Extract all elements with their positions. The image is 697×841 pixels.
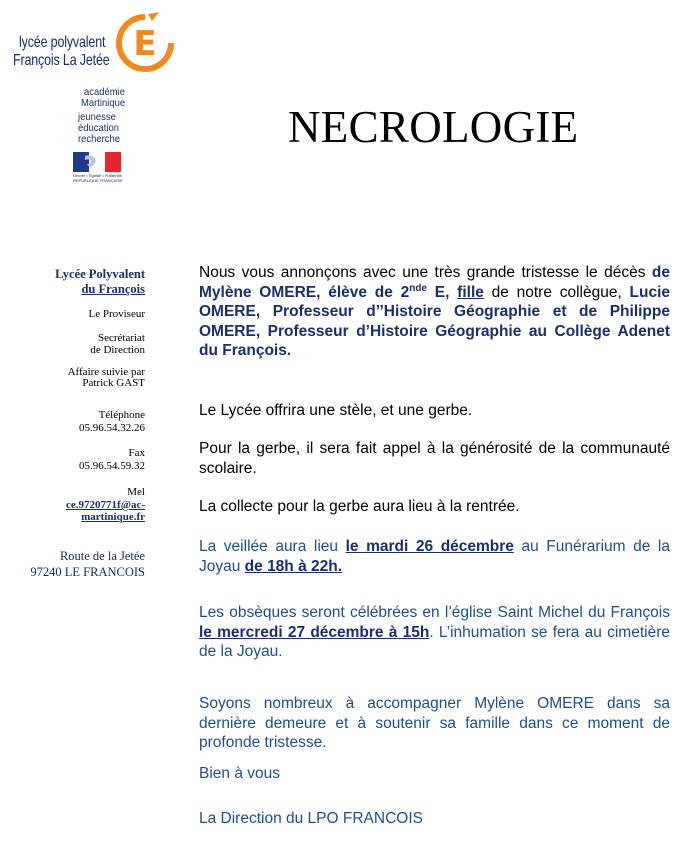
- sidebar-mail-label: Mel: [127, 486, 145, 498]
- logo-e-letter: E: [133, 24, 157, 64]
- page-title: NECROLOGIE: [288, 102, 579, 152]
- logo-ministry-3: recherche: [78, 133, 121, 145]
- p5-text1: La veillée aura lieu: [199, 538, 346, 555]
- sidebar-fax: 05.96.54.59.32: [79, 460, 145, 472]
- obseques-paragraph: [199, 603, 670, 662]
- p1-fille: fille: [457, 283, 484, 301]
- gerbe-paragraph: Pour la gerbe, il sera fait appel à la générosité de la communauté scolaire.: [199, 440, 670, 477]
- p5-text3: au Funérarium de la Joyau: [199, 538, 670, 575]
- academy-e-logo-icon: [113, 11, 177, 75]
- sidebar-fax-label: Fax: [128, 447, 145, 459]
- sidebar-phone: 05.96.54.32.26: [79, 422, 145, 434]
- p1-text5: de notre collègue,: [483, 283, 630, 301]
- p1-student: de Mylène OMERE, élève de 2: [199, 264, 670, 301]
- sidebar-mail-link-line1[interactable]: ce.9720771f@ac-: [66, 499, 145, 511]
- logo-academie: académie: [84, 86, 125, 98]
- republic-label: RÉPUBLIQUE FRANÇAISE: [73, 178, 123, 183]
- sidebar-address-line1: Route de la Jetée: [59, 549, 145, 563]
- sidebar-followed-line2: Patrick GAST: [82, 377, 145, 389]
- republic-motto: Liberté • Égalité • Fraternité: [73, 173, 122, 178]
- p1-class: E,: [427, 283, 458, 301]
- stele-paragraph: Le Lycée offrira une stèle, et une gerbe.: [199, 402, 473, 419]
- p1-parents: Lucie OMERE, Professeur d’’Histoire Géographie et de Philippe OMERE, Professeur d’Histoire Géographie au Collège Adenet du François.: [199, 283, 671, 359]
- veillee-paragraph: [199, 537, 670, 576]
- sidebar-followed-line1: Affaire suivie par: [67, 366, 145, 378]
- signature: La Direction du LPO FRANCOIS: [199, 810, 423, 827]
- p6-date: le mercredi 27 décembre à 15h: [199, 623, 430, 641]
- republic-flag-icon: [73, 152, 121, 172]
- collecte-paragraph: La collecte pour la gerbe aura lieu à la rentrée.: [199, 498, 520, 515]
- p1-text1: Nous vous annonçons avec une très grande tristesse le décès: [199, 264, 652, 281]
- logo-school-line1: lycée polyvalent: [19, 34, 106, 51]
- sidebar-secretariat-line2: de Direction: [90, 344, 145, 356]
- greeting: Bien à vous: [199, 765, 280, 782]
- logo-ministry-1: jeunesse: [78, 111, 116, 123]
- sidebar-role: Le Proviseur: [88, 308, 145, 320]
- p6-text3: . L’inhumation se fera au cimetière de la Joyau.: [199, 623, 670, 660]
- logo-ministry-2: éducation: [78, 122, 119, 134]
- p1-sup: nde: [409, 282, 427, 294]
- p6-text1: Les obsèques seront célébrées en l’église Saint Michel du François: [199, 604, 670, 621]
- announcement-paragraph: [199, 263, 670, 361]
- closing-paragraph: Soyons nombreux à accompagner Mylène OMERE dans sa dernière demeure et à soutenir sa famille dans ce moment de profonde tristesse.: [199, 695, 670, 751]
- sidebar-address-line2: 97240 LE FRANCOIS: [30, 565, 145, 579]
- logo-region: Martinique: [81, 97, 126, 109]
- sidebar-phone-label: Téléphone: [98, 409, 145, 421]
- sidebar-mail-link-line2[interactable]: martinique.fr: [81, 511, 145, 523]
- p5-date: le mardi 26 décembre: [345, 538, 514, 555]
- sidebar-school-line1: Lycée Polyvalent: [55, 267, 145, 281]
- p5-hours: de 18h à 22h.: [244, 557, 343, 575]
- logo-school-line2: François La Jetée: [13, 52, 110, 69]
- sidebar-school-line2: du François: [81, 282, 145, 296]
- sidebar-secretariat-line1: Secrétariat: [97, 332, 145, 344]
